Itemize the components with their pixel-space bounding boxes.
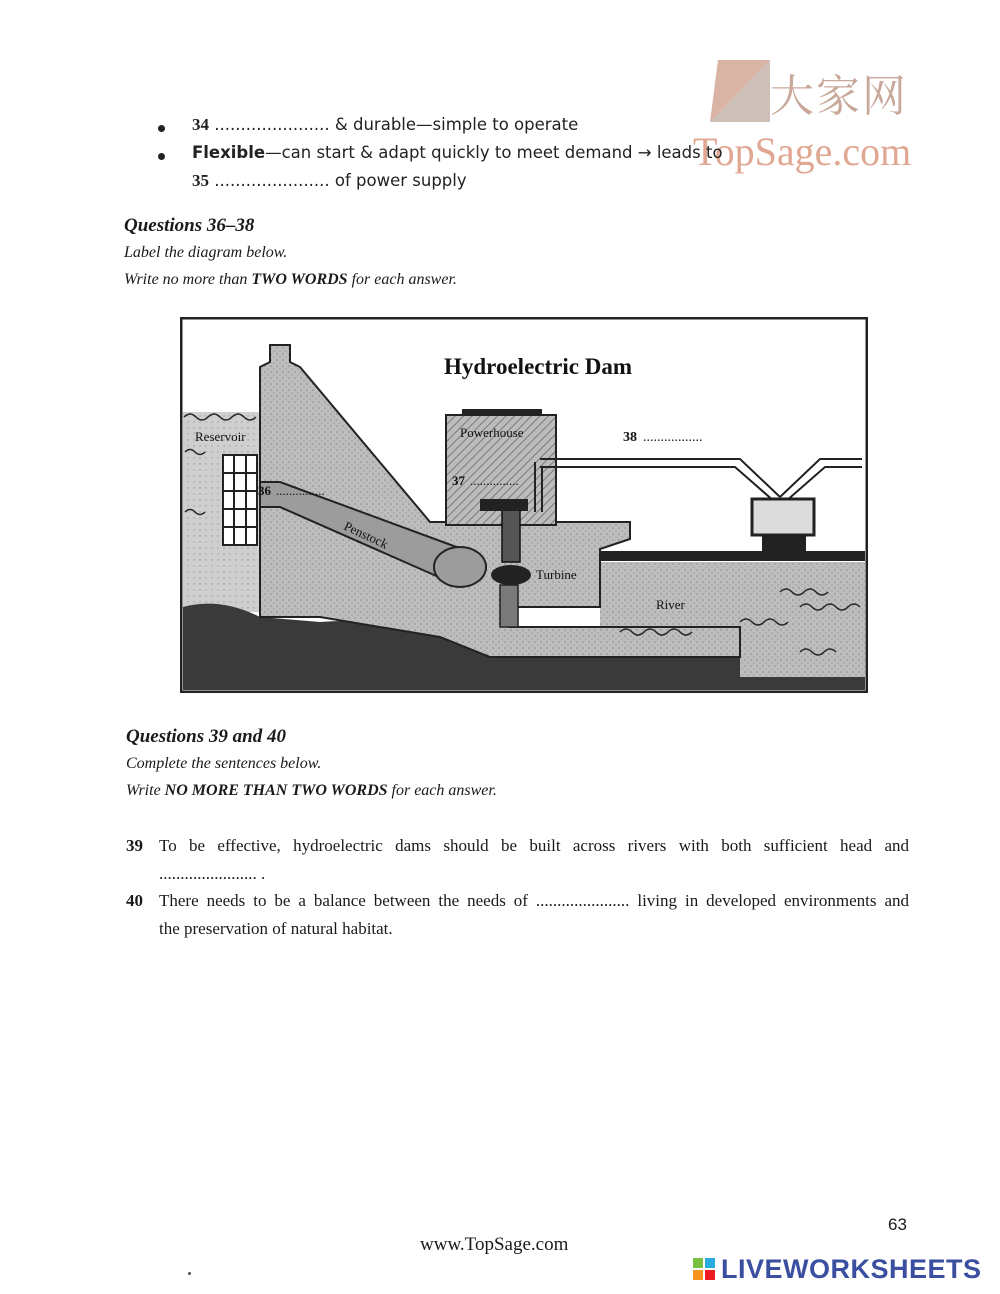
footer-url[interactable]: www.TopSage.com — [420, 1234, 569, 1255]
watermark-chinese: 大家网 — [770, 71, 908, 122]
label-q38: 38 — [623, 430, 637, 445]
sentence-text: the preservation of natural habitat. — [159, 919, 393, 938]
answer-blank: ...................... — [214, 171, 330, 190]
instruction: Write no more than TWO WORDS for each answer. — [124, 271, 457, 288]
label-q38-blank: ................. — [643, 430, 703, 445]
scan-dot — [188, 1272, 191, 1275]
label-reservoir: Reservoir — [195, 429, 246, 444]
label-penstock: Penstock — [341, 518, 391, 552]
liveworksheets-text: LIVEWORKSHEETS — [721, 1253, 982, 1284]
question-number: 35 — [192, 171, 209, 190]
label-river: River — [656, 597, 685, 612]
label-q36-blank: ............... — [276, 483, 325, 498]
bullet-dot — [158, 125, 165, 132]
bullet-flexible — [192, 143, 723, 162]
bullet-text: & durable—simple to operate — [334, 115, 579, 134]
section-heading: Questions 36–38 — [124, 215, 255, 236]
liveworksheets-icon — [693, 1258, 715, 1280]
section-heading: Questions 39 and 40 — [126, 726, 286, 747]
bullet-lead: Flexible — [192, 143, 266, 162]
instruction: Label the diagram below. — [124, 244, 288, 261]
label-turbine: Turbine — [536, 567, 577, 582]
label-q37: 37 — [452, 473, 465, 488]
question-number: 34 — [192, 115, 209, 134]
bullet-text: —can start & adapt quickly to meet demand → leads to — [265, 143, 723, 162]
bullet-35 — [192, 171, 467, 191]
liveworksheets-logo[interactable] — [693, 1254, 982, 1284]
sentence-39 — [126, 832, 916, 888]
sentence-text: There needs to be a balance between the needs of ...................... living in developed environments and — [159, 891, 909, 910]
bullet-dot — [158, 153, 165, 160]
bullet-text: of power supply — [334, 171, 467, 190]
instruction: Complete the sentences below. — [126, 755, 322, 772]
answer-blank: ...................... — [214, 115, 330, 134]
page-number: 63 — [888, 1215, 907, 1234]
sentence-text: To be effective, hydroelectric dams should be built across rivers with both sufficient head and — [159, 836, 909, 855]
label-q36: 36 — [258, 483, 271, 498]
hydroelectric-dam-diagram — [180, 317, 868, 693]
label-q37-blank: ............... — [470, 473, 519, 488]
diagram-title: Hydroelectric Dam — [444, 354, 632, 379]
watermark-brand: TopSage.com — [693, 129, 912, 174]
sentence-40 — [126, 887, 916, 943]
question-number: 40 — [126, 891, 143, 910]
answer-blank: ....................... . — [159, 864, 266, 883]
instruction: Write NO MORE THAN TWO WORDS for each answer. — [126, 782, 497, 799]
bullet-34 — [192, 115, 578, 135]
question-number: 39 — [126, 836, 143, 855]
label-powerhouse: Powerhouse — [460, 425, 524, 440]
